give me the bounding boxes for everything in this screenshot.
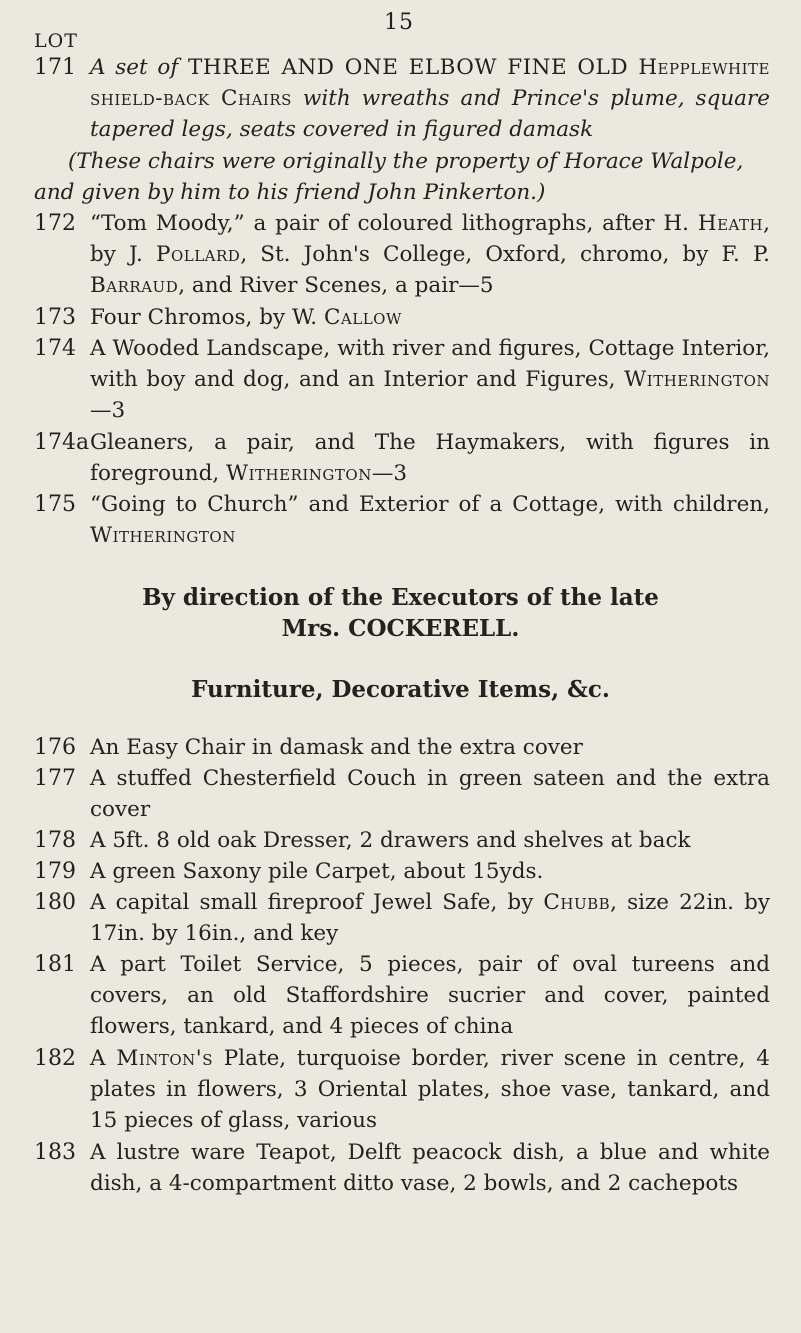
lot-text-part: An Easy Chair in damask and the extra cover xyxy=(90,735,583,760)
lot-text-part: Witherington xyxy=(624,367,770,392)
lot-text-part: Callow xyxy=(323,305,402,330)
lot-description xyxy=(90,489,770,551)
executors-name: Mrs. COCKERELL. xyxy=(281,615,520,642)
lot-number: 176 xyxy=(34,735,76,760)
lot-number: 174 xyxy=(34,336,76,361)
lot-description xyxy=(90,427,770,489)
lot-number: 178 xyxy=(34,828,76,853)
lot-text-part: A part Toilet Service, 5 pieces, pair of oval tureens and covers, an old Staffordshire sucrier and cover, painted flowers, tankard, and 4 pieces of china xyxy=(90,952,770,1039)
lot-text-part: Plate, turquoise border, river scene in centre, 4 plates in flowers, 3 Oriental plates, shoe vase, tankard, and 15 pieces of glass, various xyxy=(90,1046,770,1133)
lot-text-part: , St. John's College, Oxford, chromo, by F. P. xyxy=(240,242,770,267)
executors-direction: By direction of the Executors of the late xyxy=(142,584,659,611)
lot-text-part: A capital small fireproof Jewel Safe, by xyxy=(90,890,544,915)
lot-description xyxy=(90,333,770,426)
lot-number: 179 xyxy=(34,859,76,884)
lot-text-part: A green Saxony pile Carpet, about 15yds. xyxy=(90,859,544,884)
lot-column-heading: LOT xyxy=(34,30,78,52)
lot-text-part: Heath xyxy=(697,211,764,236)
lot-text-part: A 5ft. 8 old oak Dresser, 2 drawers and shelves at back xyxy=(90,828,691,853)
lot-text-part: Barraud xyxy=(90,273,179,298)
lot-description xyxy=(90,52,770,145)
lot-text-part: with wreaths and Prince's plume, square tapered legs, seats covered in figured damask xyxy=(90,86,771,142)
provenance-note: (These chairs were originally the property of Horace Walpole, and given by him to his friend John Pinkerton.) xyxy=(34,149,744,205)
lot-number: 174a xyxy=(34,430,90,455)
lot-text-part: A stuffed Chesterfield Couch in green sateen and the extra cover xyxy=(90,766,770,822)
lot-description xyxy=(90,1137,770,1199)
lot-number: 182 xyxy=(34,1046,76,1071)
lot-text-part: Pollard xyxy=(155,242,241,267)
lot-number: 173 xyxy=(34,305,76,330)
lot-text-part: “Tom Moody,” a pair of coloured lithographs, after H. xyxy=(90,211,698,236)
lot-text-part: Witherington xyxy=(90,523,236,548)
lot-description xyxy=(90,825,770,856)
lot-text-part: “Going to Church” and Exterior of a Cottage, with children, xyxy=(90,492,770,517)
lot-text-part: Minton's xyxy=(116,1046,213,1071)
lot-description xyxy=(90,949,770,1042)
lot-number: 177 xyxy=(34,766,76,791)
lot-number: 181 xyxy=(34,952,76,977)
lot-text-part: A xyxy=(90,1046,117,1071)
lot-description xyxy=(90,208,770,301)
lot-text-part: , by J. xyxy=(90,211,770,267)
lot-description xyxy=(90,1043,770,1136)
lot-number: 175 xyxy=(34,492,76,517)
lot-text-part: THREE AND ONE ELBOW FINE OLD xyxy=(188,55,639,80)
lot-number: 172 xyxy=(34,211,76,236)
lot-text-part: Chubb xyxy=(543,890,611,915)
lot-text-part: A set of xyxy=(90,55,189,80)
lot-text-part: , size 22in. by 17in. by 16in., and key xyxy=(90,890,770,946)
lot-description xyxy=(90,887,770,949)
section-heading: Furniture, Decorative Items, &c. xyxy=(191,676,610,703)
lot-text-part: —3 xyxy=(90,398,126,423)
lot-text-part: A Wooded Landscape, with river and figures, Cottage Interior, with boy and dog, and an Interior and Figures, xyxy=(90,336,770,392)
lot-text-part: Witherington xyxy=(226,461,372,486)
lot-text-part: , and River Scenes, a pair—5 xyxy=(178,273,494,298)
lot-number: 180 xyxy=(34,890,76,915)
page-number: 15 xyxy=(384,10,414,35)
lot-description xyxy=(90,856,770,887)
lot-text-part: Hepplewhite shield-back Chairs xyxy=(90,55,770,111)
lot-text-part: A lustre ware Teapot, Delft peacock dish, a blue and white dish, a 4-compartment ditto vase, 2 bowls, and 2 cachepots xyxy=(90,1140,770,1196)
lot-description xyxy=(90,732,770,763)
lot-description xyxy=(90,763,770,825)
lot-text-part: Four Chromos, by W. xyxy=(90,305,324,330)
lot-description xyxy=(90,302,770,333)
lot-text-part: Gleaners, a pair, and The Haymakers, with figures in foreground, xyxy=(90,430,770,486)
lot-number: 183 xyxy=(34,1140,76,1165)
lot-text-part: —3 xyxy=(371,461,408,486)
lot-number: 171 xyxy=(34,55,76,80)
